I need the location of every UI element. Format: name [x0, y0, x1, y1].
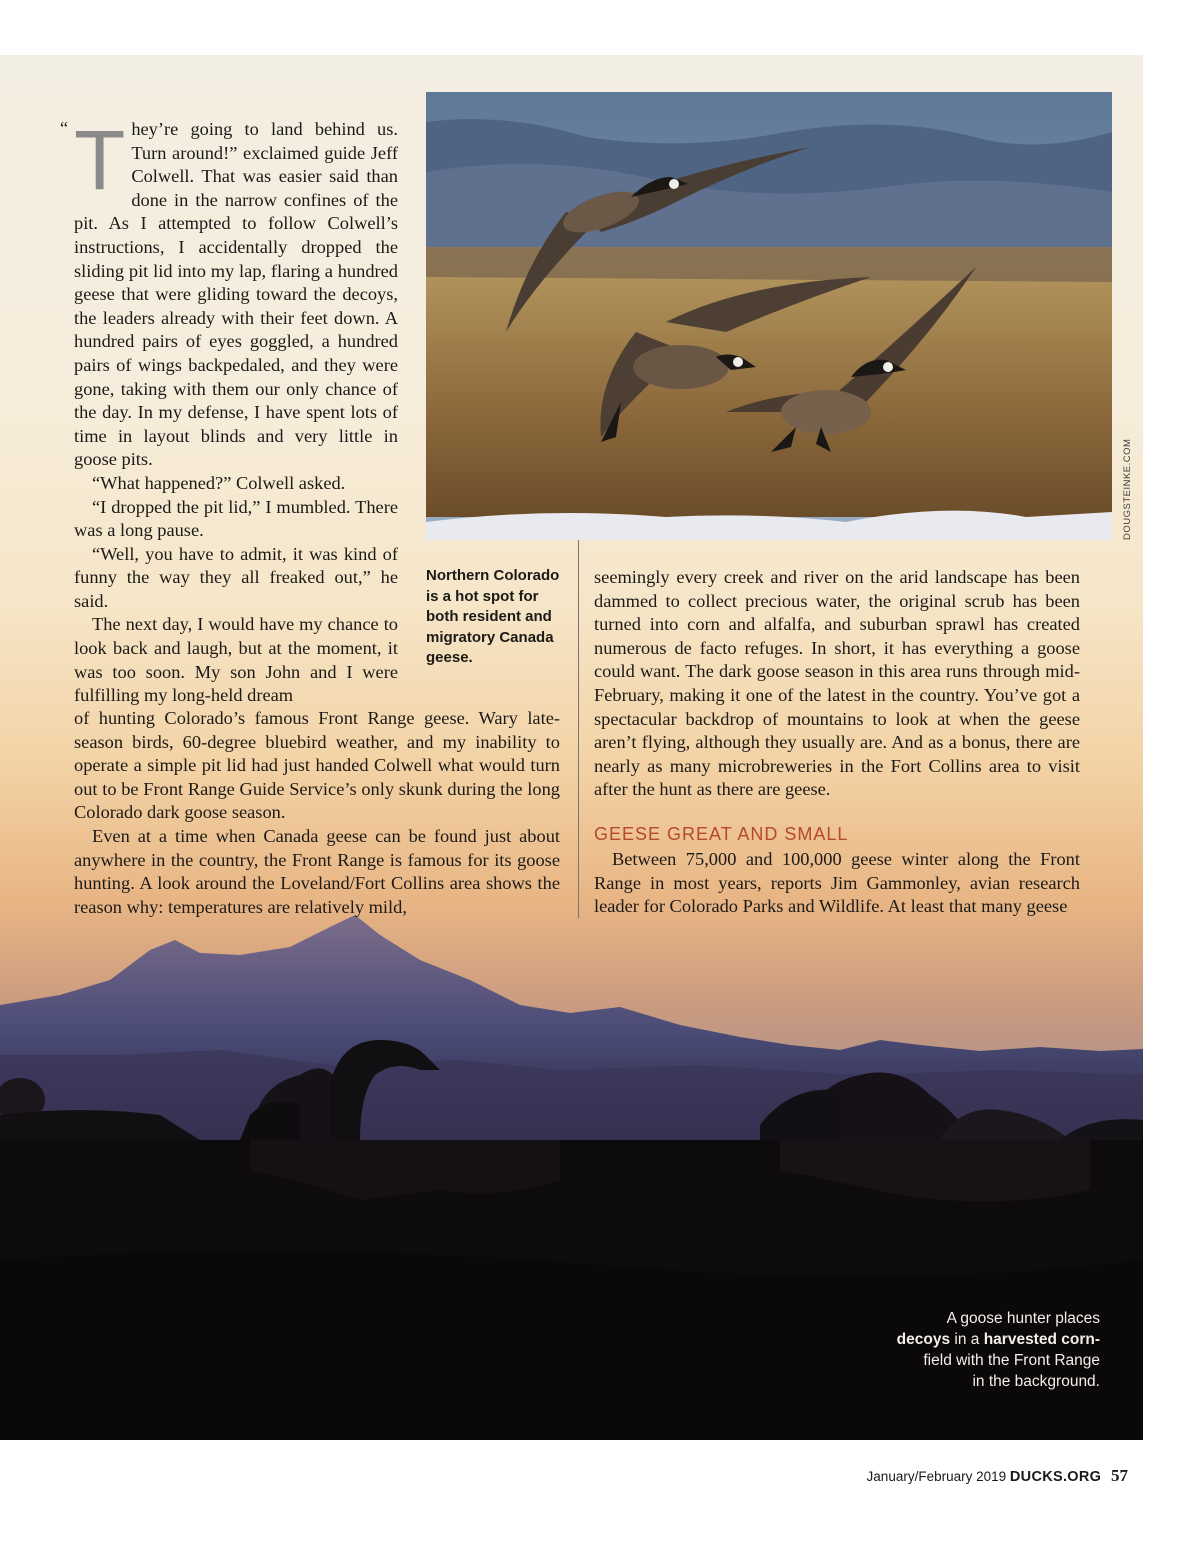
brand-name: DUCKS.ORG [1009, 1469, 1102, 1485]
photo-caption-bottom [880, 1308, 1100, 1392]
article-column-2 [594, 566, 1080, 802]
paragraph-7: seemingly every creek and river on the arid landscape has been dammed to collect precious water, the original scrub has been turned into corn and alfalfa, and suburban sprawl has created numerous de facto refuges. In short, it has everything a goose could want. The dark goose season in this area runs through mid-February, making it one of the latest in the country. You’ve got a spectacular backdrop of mountains to look at when the geese aren’t flying, although they usually are. And as a bonus, there are nearly as many microbreweries in the Fort Collins area to visit after the hunt as there are geese. [594, 567, 1080, 800]
page-footer [820, 1466, 1128, 1486]
photo-credit: DOUGSTEINKE.COM [1122, 438, 1133, 540]
page-number: 57 [1111, 1466, 1128, 1485]
open-quote: “ [60, 118, 68, 138]
article-column-1-top [74, 113, 398, 708]
caption-line-1: A goose hunter places [946, 1310, 1100, 1327]
flying-geese-photo [426, 92, 1112, 540]
bottom-photo-overlay [0, 1140, 1143, 1440]
issue-date: January/February 2019 [866, 1469, 1007, 1484]
section-subhead: GEESE GREAT AND SMALL [594, 824, 849, 844]
paragraph-4: “Well, you have to admit, it was kind of funny the way they all freaked out,” he said. [74, 543, 398, 611]
paragraph-6: Even at a time when Canada geese can be found just about anywhere in the country, the Front Range is famous for its goose hunting. A look around the Loveland/Fort Collins area shows the reason why: temperatures are relatively mild, [74, 825, 560, 917]
paragraph-5-bottom: of hunting Colorado’s famous Front Range geese. Wary late-season birds, 60-degree bluebird weather, and my inability to operate a simple pit lid had just handed Colwell what would turn out to be Front Range Guide Service’s only skunk during the long Colorado dark goose season. [74, 708, 560, 823]
paragraph-2: “What happened?” Colwell asked. [92, 472, 346, 493]
caption-line-4: in the background. [972, 1373, 1100, 1390]
caption-mid: in a [950, 1331, 984, 1348]
article-column-2-bottom [594, 848, 1080, 919]
drop-cap: T [74, 113, 126, 207]
article-column-1-bottom [74, 707, 560, 919]
flying-geese-illustration [426, 92, 1112, 540]
paragraph-8: Between 75,000 and 100,000 geese winter along the Front Range in most years, reports Jim Gammonley, avian research leader for Colorado Parks and Wildlife. At least that many geese [594, 849, 1080, 917]
caption-line-3: field with the Front Range [923, 1352, 1100, 1369]
caption-bold-decoys: decoys [896, 1331, 951, 1348]
paragraph-3: “I dropped the pit lid,” I mumbled. There was a long pause. [74, 496, 398, 541]
paragraph-5-top: The next day, I would have my chance to look back and laugh, but at the moment, it was too soon. My son John and I were fulfilling my long-held dream [74, 614, 398, 706]
caption-bold-cornfield: harvested corn- [983, 1331, 1100, 1348]
paragraph-1: hey’re going to land behind us. Turn around!” exclaimed guide Jeff Colwell. That was easier said than done in the narrow confines of the pit. As I attempted to follow Colwell’s instructions, I accidentally dropped the sliding pit lid into my lap, flaring a hundred geese that were gliding toward the decoys, the leaders already with their feet down. A hundred pairs of eyes goggled, a hundred pairs of wings backpedaled, and they were gone, taking with them our only chance of the day. In my defense, I have spent lots of time in layout blinds and very little in goose pits. [74, 119, 398, 470]
photo-caption-top: Northern Colorado is a hot spot for both resident and migratory Canada geese. [426, 567, 560, 666]
column-divider [578, 540, 579, 918]
